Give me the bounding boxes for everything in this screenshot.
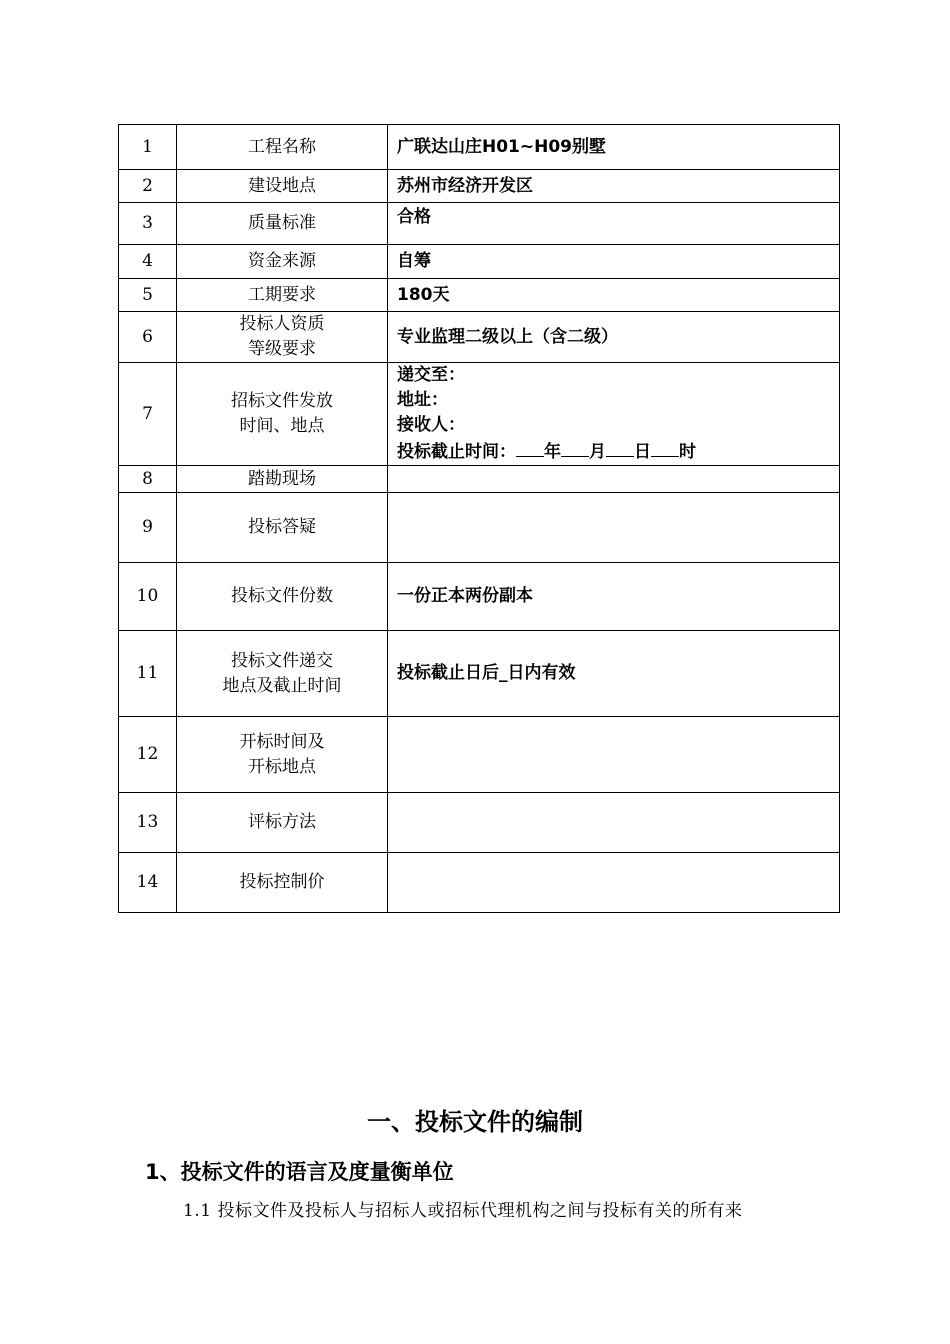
row-number: 9 xyxy=(119,493,177,563)
row-label-line: 工期要求 xyxy=(248,284,316,305)
row-value xyxy=(388,363,840,466)
table-row xyxy=(119,203,840,245)
tender-info-table xyxy=(118,124,840,913)
row-label-line: 建设地点 xyxy=(248,175,316,196)
row-label-line: 踏勘现场 xyxy=(248,468,316,489)
table-row xyxy=(119,793,840,853)
row-value xyxy=(388,203,840,245)
row-number: 2 xyxy=(119,170,177,203)
row-label-line: 投标答疑 xyxy=(248,517,316,537)
row-value xyxy=(388,493,840,563)
deadline-line xyxy=(397,438,839,465)
row-value xyxy=(388,717,840,793)
row-number: 6 xyxy=(119,312,177,363)
table-row xyxy=(119,563,840,631)
row-label xyxy=(177,563,388,631)
row-value-line: 180天 xyxy=(397,284,450,305)
row-label-line: 资金来源 xyxy=(248,251,316,271)
row-value xyxy=(388,312,840,363)
row-label xyxy=(177,717,388,793)
fill-in-blank xyxy=(606,438,634,457)
row-value xyxy=(388,853,840,913)
row-number: 11 xyxy=(119,631,177,717)
row-number: 3 xyxy=(119,203,177,245)
row-label-line: 招标文件发放 xyxy=(231,391,333,411)
row-label xyxy=(177,493,388,563)
row-value-line: 专业监理二级以上（含二级） xyxy=(397,326,618,347)
row-value-line: 自筹 xyxy=(397,251,431,271)
row-value xyxy=(388,466,840,493)
row-value xyxy=(388,631,840,717)
row-label xyxy=(177,279,388,312)
row-label-line: 投标文件递交 xyxy=(231,650,333,671)
row-value xyxy=(388,170,840,203)
row-number: 8 xyxy=(119,466,177,493)
table-row xyxy=(119,245,840,279)
row-label-line: 投标文件份数 xyxy=(231,586,333,606)
row-label xyxy=(177,631,388,717)
table-row xyxy=(119,853,840,913)
deadline-prefix: 投标截止时间： xyxy=(397,442,516,462)
row-label-line: 质量标准 xyxy=(248,213,316,233)
row-number: 5 xyxy=(119,279,177,312)
table-row xyxy=(119,125,840,170)
row-number: 1 xyxy=(119,125,177,170)
table-row xyxy=(119,363,840,466)
row-label xyxy=(177,245,388,279)
table-row xyxy=(119,717,840,793)
row-number: 4 xyxy=(119,245,177,279)
row-value xyxy=(388,563,840,631)
section-title: 一、投标文件的编制 xyxy=(367,1108,583,1136)
fill-in-blank xyxy=(516,438,544,457)
fill-in-blank xyxy=(561,438,589,457)
row-label-line: 时间、地点 xyxy=(239,416,325,436)
row-number: 7 xyxy=(119,363,177,466)
row-value-line: 接收人： xyxy=(397,415,465,435)
row-label xyxy=(177,125,388,170)
row-label-line: 地点及截止时间 xyxy=(222,675,342,696)
row-label-line: 投标人资质 xyxy=(239,314,325,334)
row-number: 12 xyxy=(119,717,177,793)
paragraph-text: 1.1 投标文件及投标人与招标人或招标代理机构之间与投标有关的所有来 xyxy=(183,1201,743,1221)
row-value xyxy=(388,279,840,312)
table-row xyxy=(119,466,840,493)
row-label-line: 开标时间及 xyxy=(239,731,325,752)
row-label xyxy=(177,466,388,493)
table-row xyxy=(119,312,840,363)
row-value-line: 投标截止日后_日内有效 xyxy=(397,663,576,683)
row-label xyxy=(177,170,388,203)
row-label-line: 投标控制价 xyxy=(239,872,325,892)
row-value xyxy=(388,245,840,279)
row-value-line: 合格 xyxy=(397,207,431,227)
row-value-line: 地址： xyxy=(397,390,448,410)
row-number: 10 xyxy=(119,563,177,631)
deadline-month: 月 xyxy=(589,442,606,462)
row-label-line: 等级要求 xyxy=(248,339,316,359)
fill-in-blank xyxy=(651,438,679,457)
row-number: 14 xyxy=(119,853,177,913)
row-label-line: 工程名称 xyxy=(248,136,316,157)
deadline-day: 日 xyxy=(634,442,651,462)
subsection-title: 1、投标文件的语言及度量衡单位 xyxy=(145,1160,454,1184)
row-label xyxy=(177,793,388,853)
row-value-line: 一份正本两份副本 xyxy=(397,586,533,606)
row-value-line: 广联达山庄H01~H09别墅 xyxy=(397,136,607,157)
row-value-line: 苏州市经济开发区 xyxy=(397,175,533,196)
table-row xyxy=(119,631,840,717)
row-value xyxy=(388,125,840,170)
row-value xyxy=(388,793,840,853)
deadline-hour: 时 xyxy=(679,442,696,462)
row-label xyxy=(177,853,388,913)
deadline-year: 年 xyxy=(544,442,561,462)
row-label xyxy=(177,312,388,363)
row-value-line: 递交至： xyxy=(397,365,465,385)
row-label-line: 评标方法 xyxy=(248,812,316,832)
row-number: 13 xyxy=(119,793,177,853)
row-label xyxy=(177,363,388,466)
row-label xyxy=(177,203,388,245)
table-row xyxy=(119,493,840,563)
table-row xyxy=(119,170,840,203)
row-label-line: 开标地点 xyxy=(248,756,316,777)
table-row xyxy=(119,279,840,312)
